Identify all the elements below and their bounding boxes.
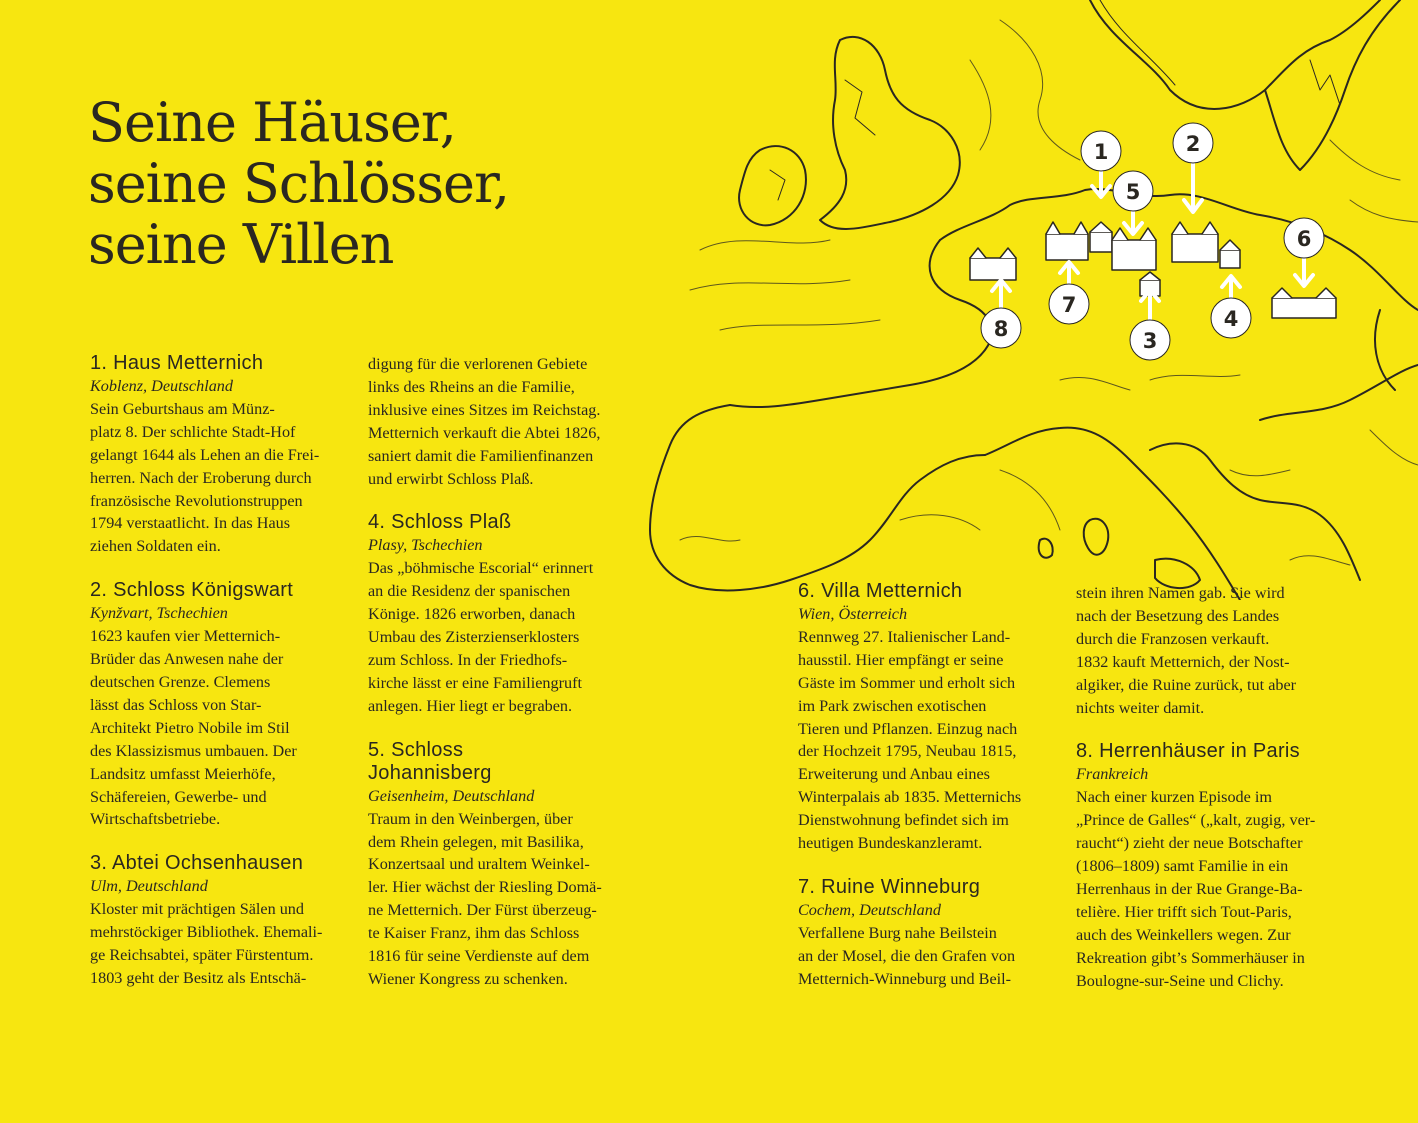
entry-line: Tieren und Pflanzen. Einzug nach: [798, 719, 1018, 738]
continuation-line: inklusive eines Sitzes im Reichstag.: [368, 400, 601, 419]
castle-icon: [1272, 288, 1336, 318]
entry-line: mehrstöckiger Bibliothek. Ehemali-: [90, 923, 323, 942]
entry-line: Könige. 1826 erworben, danach: [368, 605, 576, 624]
map-marker-4: [1211, 298, 1251, 338]
entry-line: Landsitz umfasst Meierhöfe,: [90, 764, 276, 783]
entry-heading: 1. Haus Metternich: [90, 352, 264, 374]
castle-icons: [970, 222, 1336, 318]
entry-line: Schäfereien, Gewerbe- und: [90, 787, 267, 806]
entry-line: auch des Weinkellers wegen. Zur: [1076, 925, 1291, 944]
entry-line: Wiener Kongress zu schenken.: [368, 969, 568, 988]
entry-line: Nach einer kurzen Episode im: [1076, 788, 1272, 807]
entry-line: (1806–1809) samt Familie in ein: [1076, 857, 1289, 876]
entry-schloss-plass: [368, 511, 630, 717]
castle-icon: [1220, 240, 1240, 268]
entry-line: hausstil. Hier empfängt er seine: [798, 650, 1004, 669]
title-line: seine Villen: [88, 213, 394, 276]
continuation-line: saniert damit die Familienfinanzen: [368, 446, 594, 465]
europe-map-sketch-icon: [640, 0, 1418, 600]
map-marker-5: [1113, 171, 1153, 211]
castle-icon: [970, 248, 1016, 280]
title-line: Seine Häuser,: [88, 91, 456, 154]
svg-text:3: 3: [1142, 329, 1158, 353]
entry-line: Boulogne-sur-Seine und Clichy.: [1076, 971, 1284, 990]
entry-line: ler. Hier wächst der Riesling Domä-: [368, 878, 602, 897]
svg-text:6: 6: [1296, 227, 1312, 251]
entry-line: des Klassizismus umbauen. Der: [90, 741, 297, 760]
continuation-line: links des Rheins an die Familie,: [368, 377, 575, 396]
entry-line: Dienstwohnung befindet sich im: [798, 811, 1009, 830]
svg-text:2: 2: [1185, 132, 1201, 156]
entry-line: Rennweg 27. Italienischer Land-: [798, 627, 1011, 646]
entry-heading: 4. Schloss Plaß: [368, 511, 512, 534]
text-column-3: [798, 580, 1060, 991]
british-isles-outline: [739, 37, 960, 229]
entry-location: Plasy, Tschechien: [368, 536, 483, 555]
entry-heading: 8. Herrenhäuser in Paris: [1076, 740, 1300, 763]
entry-ruine-winneburg: [798, 876, 1060, 991]
entry-line: dem Rhein gelegen, mit Basilika,: [368, 832, 584, 851]
continuation-line: Metternich verkauft die Abtei 1826,: [368, 423, 601, 442]
castle-icon: [1046, 222, 1088, 260]
entry-line: Winterpalais ab 1835. Metternichs: [798, 788, 1022, 807]
entry-line: kirche lässt er eine Familiengruft: [368, 673, 582, 692]
continuation-line: stein ihren Namen gab. Sie wird: [1076, 584, 1285, 602]
entry-location: Cochem, Deutschland: [798, 900, 941, 919]
entry-location: Koblenz, Deutschland: [90, 377, 233, 395]
svg-text:1: 1: [1093, 140, 1109, 164]
scandinavia-outline: [1090, 0, 1400, 170]
entry-heading-continued: Johannisberg: [368, 761, 492, 784]
title-line: seine Schlösser,: [88, 152, 510, 215]
entry-line: französische Revolutionstruppen: [90, 491, 303, 510]
entry-line: Verfallene Burg nahe Beilstein: [798, 923, 997, 942]
map-marker-7: [1049, 284, 1089, 324]
hatching: [680, 20, 1418, 565]
entry-schloss-johannisberg: [368, 739, 630, 991]
entry-line: deutschen Grenze. Clemens: [90, 672, 271, 691]
entry-line: Konzertsaal und uraltem Weinkel-: [368, 855, 590, 874]
entry-heading: 7. Ruine Winneburg: [798, 875, 981, 898]
entry-line: ge Reichsabtei, später Fürstentum.: [90, 946, 314, 965]
entry-line: Gäste im Sommer und erholt sich: [798, 673, 1016, 692]
entry-line: 1794 verstaatlicht. In das Haus: [90, 514, 291, 533]
entry-location: Frankreich: [1076, 765, 1149, 784]
entry-line: gelangt 1644 als Lehen an die Frei-: [90, 445, 320, 464]
entry-line: raucht“) zieht der neue Botschafter: [1076, 834, 1303, 853]
page-title: [88, 92, 509, 275]
entry-haus-metternich: [90, 352, 352, 558]
entry-line: Herrenhaus in der Rue Grange-Ba-: [1076, 879, 1303, 898]
map-marker-2: [1173, 123, 1213, 163]
entry-line: te Kaiser Franz, ihm das Schloss: [368, 924, 580, 943]
svg-text:8: 8: [993, 317, 1009, 341]
entry-line: Brüder das Anwesen nahe der: [90, 650, 284, 669]
entry-schloss-koenigswart: [90, 579, 352, 831]
islands-outline: [1039, 519, 1200, 588]
entry-line: Das „böhmische Escorial“ erinnert: [368, 559, 594, 578]
continuation-line: nichts weiter damit.: [1076, 698, 1205, 717]
entry-line: Metternich-Winneburg und Beil-: [798, 969, 1012, 988]
entry-line: an die Residenz der spanischen: [368, 582, 571, 601]
entry-heading: 6. Villa Metternich: [798, 580, 963, 602]
map-marker-8: [981, 308, 1021, 348]
entry-line: ziehen Soldaten ein.: [90, 537, 221, 556]
continuation-line: digung für die verlorenen Gebiete: [368, 355, 588, 373]
entry-villa-metternich: [798, 580, 1060, 855]
entry-location: Geisenheim, Deutschland: [368, 786, 535, 805]
entry-line: zum Schloss. In der Friedhofs-: [368, 650, 568, 669]
svg-text:7: 7: [1061, 293, 1077, 317]
entry-line: platz 8. Der schlichte Stadt-Hof: [90, 422, 296, 441]
text-column-4: [1076, 582, 1338, 993]
entry-line: 1816 für seine Verdienste auf dem: [368, 947, 590, 966]
svg-text:5: 5: [1125, 180, 1141, 204]
entry-line: Traum in den Weinbergen, über: [368, 809, 573, 828]
continuation-line: 1832 kauft Metternich, der Nost-: [1076, 652, 1290, 671]
continuation-line: durch die Franzosen verkauft.: [1076, 629, 1270, 648]
entry-line: Erweiterung und Anbau eines: [798, 765, 990, 784]
entry-line: heutigen Bundeskanzleramt.: [798, 834, 983, 853]
map-marker-6: [1284, 218, 1324, 258]
entry-heading: 5. Schloss: [368, 738, 464, 761]
entry-herrenhaeuser-paris: [1076, 740, 1338, 992]
continuation-line: algiker, die Ruine zurück, tut aber: [1076, 675, 1297, 694]
entry-line: der Hochzeit 1795, Neubau 1815,: [798, 742, 1017, 761]
entry-line: Kloster mit prächtigen Sälen und: [90, 900, 304, 919]
map-marker-1: [1081, 131, 1121, 171]
entry-line: Umbau des Zisterzienserklosters: [368, 628, 580, 647]
entry-location: Wien, Österreich: [798, 605, 908, 623]
entry-line: anlegen. Hier liegt er begraben.: [368, 696, 573, 715]
entry-line: an der Mosel, die den Grafen von: [798, 946, 1016, 965]
entry-line: 1803 geht der Besitz als Entschä-: [90, 968, 307, 987]
entry-line: Wirtschaftsbetriebe.: [90, 810, 221, 829]
entry-line: „Prince de Galles“ („kalt, zugig, ver-: [1076, 811, 1316, 830]
entry-line: telière. Hier trifft sich Tout-Paris,: [1076, 902, 1292, 921]
entry-line: herren. Nach der Eroberung durch: [90, 468, 312, 487]
entry-abtei-ochsenhausen: [90, 852, 352, 990]
text-column-1: [90, 352, 352, 990]
entry-heading: 2. Schloss Königswart: [90, 579, 294, 602]
entry-line: 1623 kaufen vier Metternich-: [90, 627, 281, 646]
continuation-line: nach der Besetzung des Landes: [1076, 606, 1280, 625]
entry-heading: 3. Abtei Ochsenhausen: [90, 852, 304, 875]
entry-location: Kynžvart, Tschechien: [90, 604, 228, 623]
text-column-2: [368, 353, 630, 991]
entry-line: Rekreation gibt’s Sommerhäuser in: [1076, 948, 1305, 967]
castle-icon: [1090, 222, 1112, 252]
entry-line: ne Metternich. Der Fürst überzeug-: [368, 901, 597, 920]
entry-line: Architekt Pietro Nobile im Stil: [90, 718, 290, 737]
continuation-line: und erwirbt Schloss Plaß.: [368, 469, 534, 488]
entry-location: Ulm, Deutschland: [90, 877, 208, 896]
map-marker-3: [1130, 320, 1170, 360]
entry-line: im Park zwischen exotischen: [798, 696, 987, 715]
castle-icon: [1172, 222, 1218, 262]
entry-line: lässt das Schloss von Star-: [90, 695, 262, 714]
entry-line: Sein Geburtshaus am Münz-: [90, 399, 275, 418]
svg-text:4: 4: [1223, 307, 1239, 331]
